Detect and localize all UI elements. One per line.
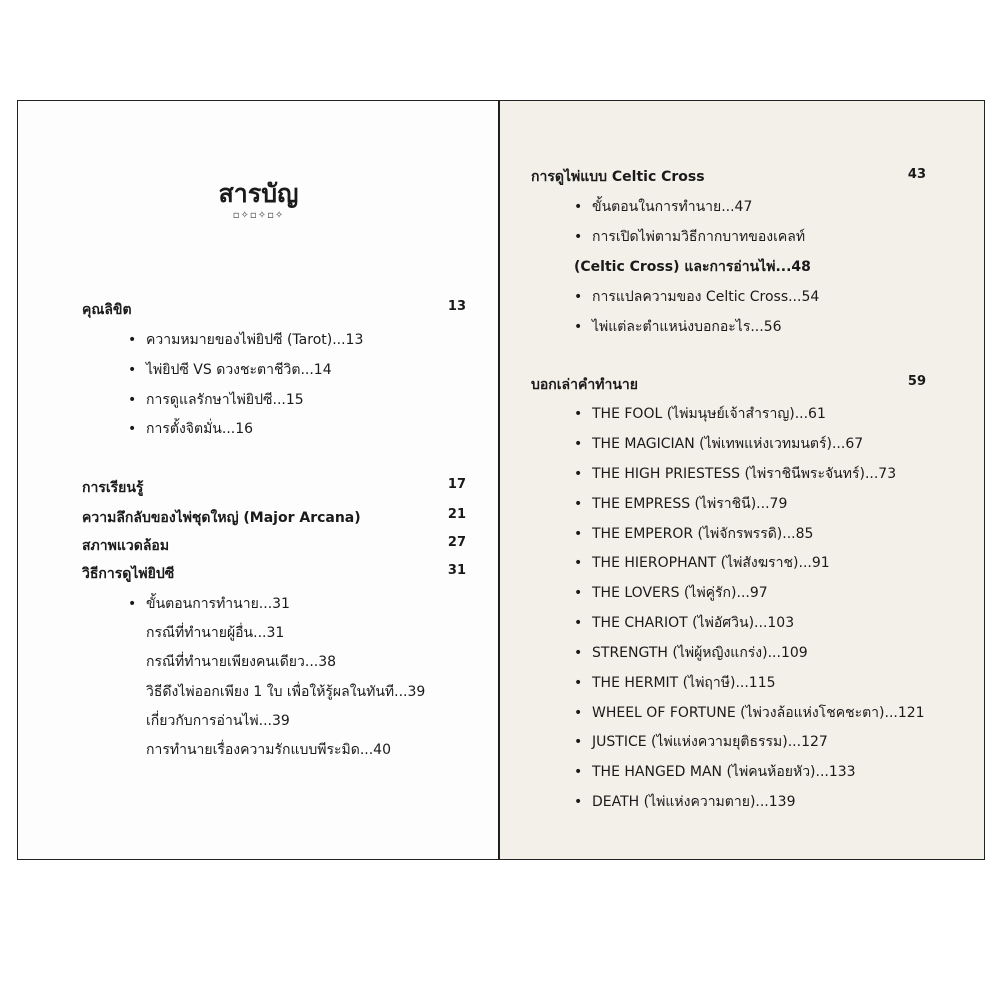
toc-section-page: 43 [907,167,926,182]
right-page [499,100,985,860]
toc-item: • WHEEL OF FORTUNE (ไพ่วงล้อแห่งโชคชะตา)...121 [574,705,925,721]
toc-item: • STRENGTH (ไพ่ผู้หญิงแกร่ง)...109 [574,645,808,661]
left-page [17,100,499,860]
page-title: สารบัญ [218,179,299,208]
bullet-icon: • [574,794,583,810]
bullet-icon: • [574,526,583,542]
bullet-icon: • [574,199,583,215]
bullet-icon: • [574,675,583,691]
toc-item: • THE FOOL (ไพ่มนุษย์เจ้าสำราญ)...61 [574,406,826,422]
toc-section-title: คุณลิขิต [82,302,132,318]
toc-section-page: 21 [447,507,466,522]
toc-item: • ความหมายของไพ่ยิปซี (Tarot)...13 [128,332,364,348]
toc-item: • ไพ่แต่ละตำแหน่งบอกอะไร...56 [574,319,782,335]
toc-item: • THE EMPRESS (ไพ่ราชินี)...79 [574,496,788,512]
bullet-icon: • [128,596,137,612]
bullet-icon: • [574,705,583,721]
toc-section-page: 13 [447,299,466,314]
toc-subitem: วิธีดึงไพ่ออกเพียง 1 ใบ เพื่อให้รู้ผลในทันที...39 [146,684,426,700]
toc-section-title: วิธีการดูไพ่ยิปซี [82,566,175,582]
bullet-icon: • [574,319,583,335]
bullet-icon: • [574,585,583,601]
toc-item: • THE EMPEROR (ไพ่จักรพรรดิ)...85 [574,526,814,542]
title-ornament: ▫✧▫✧▫✧ [232,210,285,221]
toc-item: • THE HIGH PRIESTESS (ไพ่ราชินีพระจันทร์)...73 [574,466,897,482]
toc-item: • การตั้งจิตมั่น...16 [128,421,254,437]
toc-item: • ขั้นตอนในการทำนาย...47 [574,199,753,215]
toc-item: • ไพ่ยิปซี VS ดวงชะตาชีวิต...14 [128,362,332,378]
toc-item-continued: (Celtic Cross) และการอ่านไพ่...48 [574,259,811,275]
bullet-icon: • [574,436,583,452]
toc-item: • THE LOVERS (ไพ่คู่รัก)...97 [574,585,768,601]
toc-item: • JUSTICE (ไพ่แห่งความยุติธรรม)...127 [574,734,828,750]
toc-section-title: การเรียนรู้ [82,480,144,496]
bullet-icon: • [574,289,583,305]
toc-item: • THE HERMIT (ไพ่ฤาษี)...115 [574,675,776,691]
toc-subitem: กรณีที่ทำนายเพียงคนเดียว...38 [146,654,337,670]
toc-item: • THE MAGICIAN (ไพ่เทพแห่งเวทมนตร์)...67 [574,436,864,452]
toc-item: • การเปิดไพ่ตามวิธีกากบาทของเคลท์ [574,229,806,245]
toc-item: • THE HANGED MAN (ไพ่คนห้อยหัว)...133 [574,764,856,780]
bullet-icon: • [128,392,137,408]
toc-subitem: เกี่ยวกับการอ่านไพ่...39 [146,713,290,729]
bullet-icon: • [574,615,583,631]
bullet-icon: • [574,764,583,780]
bullet-icon: • [574,406,583,422]
bullet-icon: • [128,332,137,348]
toc-section-page: 27 [447,535,466,550]
toc-section-page: 59 [907,374,926,389]
toc-subitem: การทำนายเรื่องความรักแบบพีระมิด...40 [146,742,391,758]
bullet-icon: • [574,555,583,571]
toc-section-page: 31 [447,563,466,578]
bullet-icon: • [574,496,583,512]
toc-item: • DEATH (ไพ่แห่งความตาย)...139 [574,794,796,810]
toc-section-title: การดูไพ่แบบ Celtic Cross [531,169,705,185]
bullet-icon: • [128,421,137,437]
bullet-icon: • [574,734,583,750]
bullet-icon: • [128,362,137,378]
toc-section-title: สภาพแวดล้อม [82,538,170,554]
toc-item: • การแปลความของ Celtic Cross...54 [574,289,820,305]
toc-section-title: ความลึกลับของไพ่ชุดใหญ่ (Major Arcana) [82,510,361,526]
bullet-icon: • [574,229,583,245]
toc-section-page: 17 [447,477,466,492]
toc-section-title: บอกเล่าคำทำนาย [531,377,638,393]
bullet-icon: • [574,645,583,661]
toc-subitem: กรณีที่ทำนายผู้อื่น...31 [146,625,285,641]
toc-item: • THE CHARIOT (ไพ่อัศวิน)...103 [574,615,795,631]
bullet-icon: • [574,466,583,482]
toc-item: • การดูแลรักษาไพ่ยิปซี...15 [128,392,304,408]
toc-item: • THE HIEROPHANT (ไพ่สังฆราช)...91 [574,555,830,571]
toc-item: • ขั้นตอนการทำนาย...31 [128,596,290,612]
